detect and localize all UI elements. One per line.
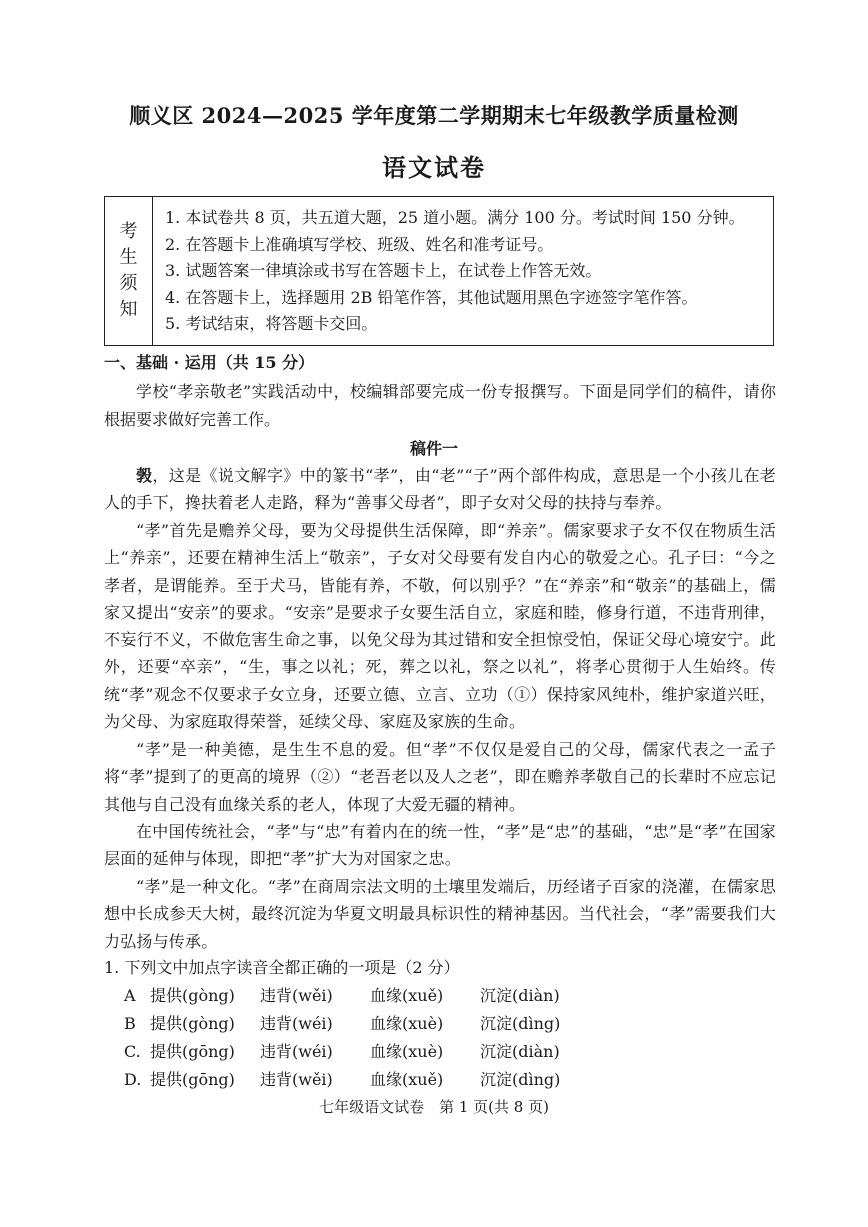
page-title: 顺义区 2024—2025 学年度第二学期期末七年级教学质量检测 <box>129 103 739 128</box>
option-c[interactable] <box>124 1038 590 1066</box>
notice-label-char: 考 <box>119 221 138 242</box>
question-1-stem: 1. 下列文中加点字读音全都正确的一项是（2 分） <box>104 958 460 977</box>
option-word: 沉淀(diàn) <box>480 986 560 1005</box>
option-word: 血缘(xuè) <box>370 1042 444 1061</box>
option-word: 提供(gòng) <box>150 986 235 1005</box>
option-word: 沉淀(diàn) <box>480 1042 560 1061</box>
draft-paragraph-2: “孝”首先是赡养父母，要为父母提供生活保障，即“养亲”。儒家要求子女不仅在物质生活上“养亲”，还要在精神生活上“敬亲”，子女对父母要有发自内心的敬爱之心。孔子曰：“今之孝者，是谓能养。至于犬马，皆能有养，不敬，何以别乎？”在“养亲”和“敬亲”的基础上，儒家又提出“安亲”的要求。“安亲”是要求子女要生活自立，家庭和睦，修身行道，不违背刑律，不妄行不义，不做危害生命之事，以免父母为其过错和安全担惊受怕，保证父母心境安宁。此外，还要“卒亲”，“生，事之以礼；死，葬之以礼，祭之以礼”，将孝心贯彻于人生始终。传统“孝”观念不仅要求子女立身，还要立德、立言、立功（①）保持家风纯朴，维护家道兴旺，为父母、为家庭取得荣誉，延续父母、家庭及家族的生命。 <box>104 521 776 732</box>
section-title: 一、基础 · 运用（共 15 分） <box>104 353 315 372</box>
notice-label-char: 知 <box>119 299 138 320</box>
option-key: B <box>124 1014 136 1033</box>
draft-title: 稿件一 <box>409 439 458 458</box>
draft-paragraph-4: 在中国传统社会，“孝”与“忠”有着内在的统一性，“孝”是“忠”的基础，“忠”是“孝”在国家层面的延伸与体现，即把“孝”扩大为对国家之忠。 <box>104 822 776 869</box>
notice-items <box>153 197 745 345</box>
notice-label-char: 须 <box>119 273 138 294</box>
option-word: 违背(wéi) <box>260 1014 333 1033</box>
page-footer: 七年级语文试卷 第 1 页(共 8 页) <box>319 1098 549 1116</box>
option-key: D. <box>124 1070 142 1089</box>
option-word: 提供(gōng) <box>150 1070 235 1089</box>
notice-label-char: 生 <box>119 247 138 268</box>
option-a[interactable] <box>124 982 590 1010</box>
option-b[interactable] <box>124 1010 590 1038</box>
notice-item: 4. 在答题卡上，选择题用 2B 铅笔作答，其他试题用黑色字迹签字笔作答。 <box>165 287 698 307</box>
option-word: 提供(gòng) <box>150 1014 235 1033</box>
option-d[interactable] <box>124 1066 590 1094</box>
draft-paragraph-1 <box>104 462 776 517</box>
notice-item: 1. 本试卷共 8 页，共五道大题，25 道小题。满分 100 分。考试时间 150 分钟。 <box>165 208 745 227</box>
notice-item: 3. 试题答案一律填涂或书写在答题卡上，在试卷上作答无效。 <box>165 261 602 280</box>
option-word: 沉淀(dìng) <box>480 1014 561 1033</box>
option-word: 血缘(xuě) <box>370 986 444 1005</box>
option-key: C. <box>124 1042 141 1061</box>
notice-item: 5. 考试结束，将答题卡交回。 <box>165 314 378 333</box>
option-word: 违背(wéi) <box>260 1042 333 1061</box>
seal-script-glyph: 㝅 <box>136 466 153 485</box>
page-subtitle: 语文试卷 <box>382 153 486 182</box>
draft-paragraph-5: “孝”是一种文化。“孝”在商周宗法文明的土壤里发端后，历经诸子百家的浇灌，在儒家思想中长成参天大树，最终沉淀为华夏文明最具标识性的精神基因。当代社会，“孝”需要我们大力弘扬与传承。 <box>104 877 776 951</box>
option-word: 提供(gōng) <box>150 1042 235 1061</box>
option-word: 沉淀(dìng) <box>480 1070 561 1089</box>
draft-paragraph-3: “孝”是一种美德，是生生不息的爱。但“孝”不仅仅是爱自己的父母，儒家代表之一孟子将“孝”提到了的更高的境界（②）“老吾老以及人之老”，即在赡养孝敬自己的长辈时不应忘记其他与自己没有血缘关系的老人，体现了大爱无疆的精神。 <box>104 740 776 814</box>
option-word: 血缘(xuě) <box>370 1070 444 1089</box>
draft-paragraph-text: ，这是《说文解字》中的篆书“孝”，由“老”“子”两个部件构成，意思是一个小孩儿在老人的手下，搀扶着老人走路，释为“善事父母者”，即子女对父母的扶持与奉养。 <box>104 466 777 513</box>
section-intro: 学校“孝亲敬老”实践活动中，校编辑部要完成一份专报撰写。下面是同学们的稿件，请你根据要求做好完善工作。 <box>104 382 776 429</box>
option-key: A <box>124 986 136 1005</box>
option-word: 违背(wěi) <box>260 1070 333 1089</box>
notice-box <box>104 196 774 346</box>
option-word: 血缘(xuè) <box>370 1014 444 1033</box>
option-word: 违背(wěi) <box>260 986 333 1005</box>
question-1-options <box>124 982 590 1094</box>
notice-label <box>105 197 153 345</box>
notice-item: 2. 在答题卡上准确填写学校、班级、姓名和准考证号。 <box>165 234 554 254</box>
